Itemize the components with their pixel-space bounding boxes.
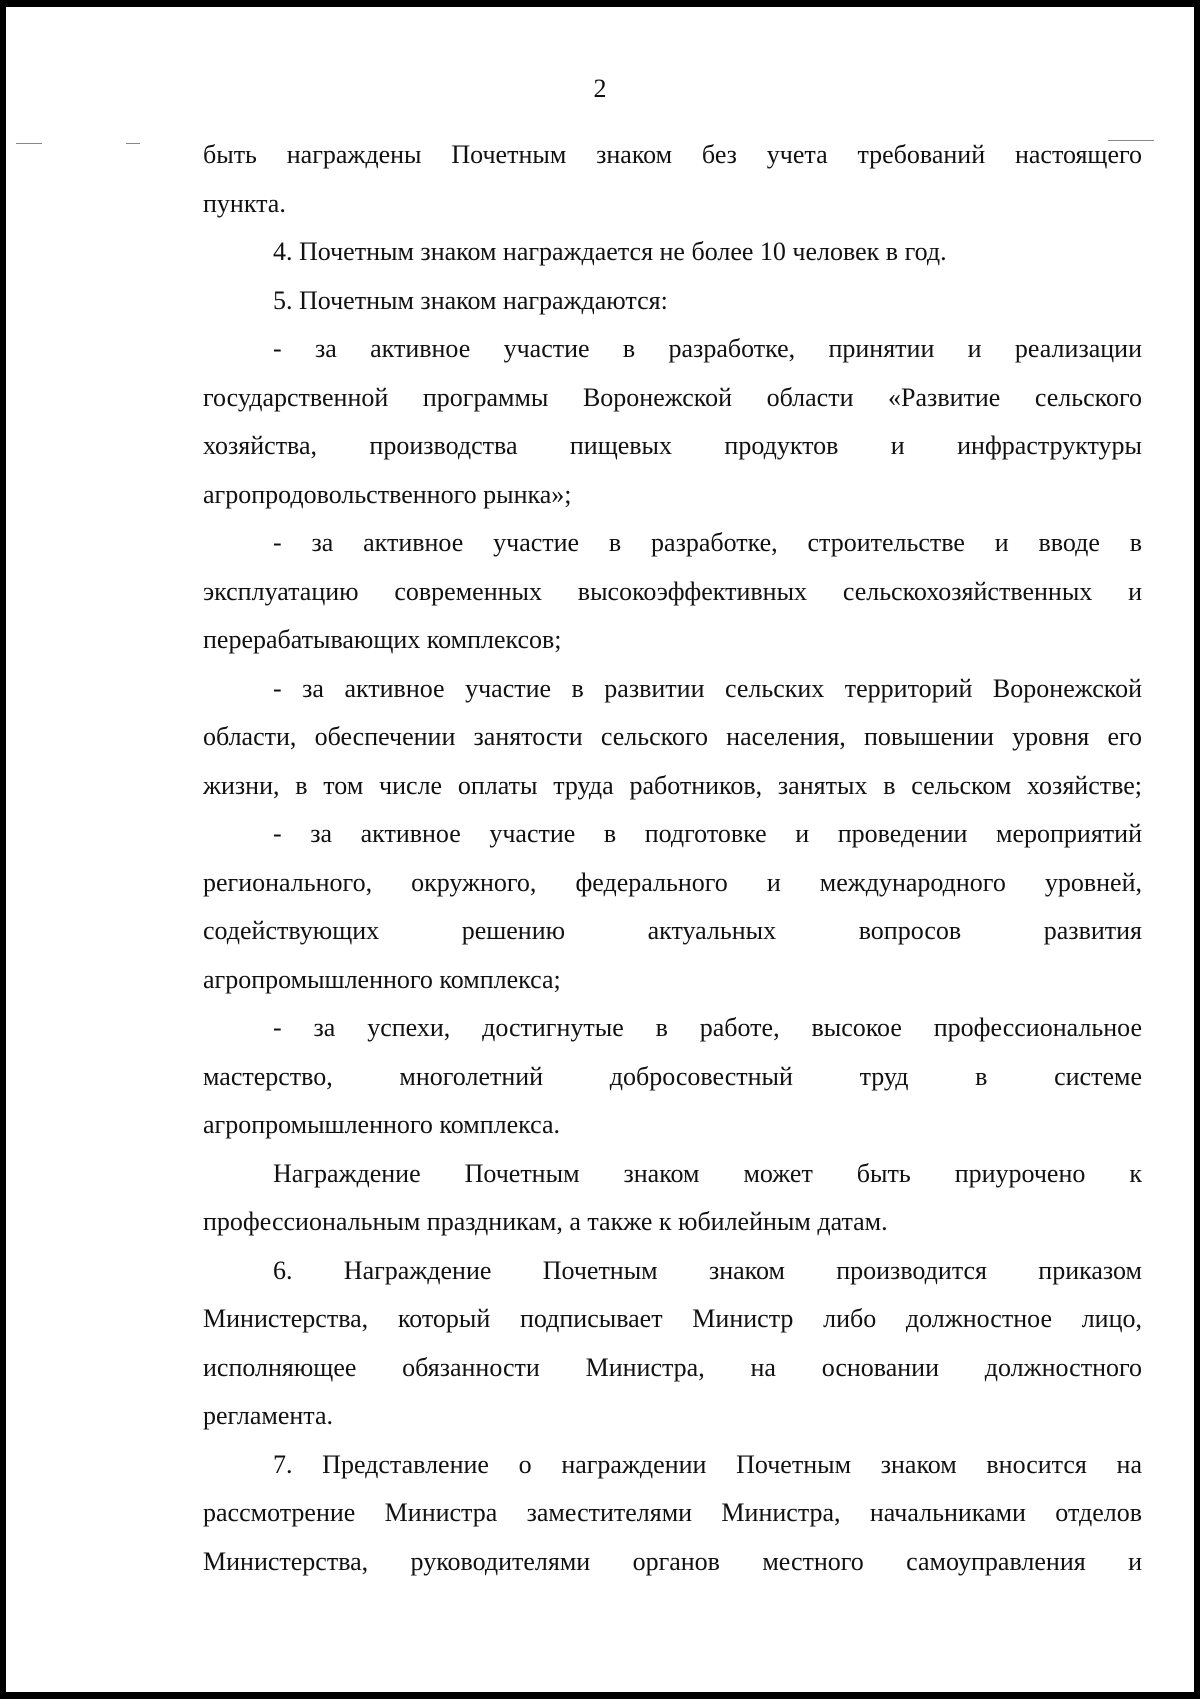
text-line: регионального, окружного, федерального и международного уровней, [203,867,1142,897]
scan-border-top [0,0,1200,7]
scan-border-left [0,0,6,1699]
text-line: рассмотрение Министра заместителями Министра, начальниками отделов [203,1498,1142,1527]
text-line: - за активное участие в разработке, принятии и реализации [273,334,1142,363]
text-line: государственной программы Воронежской области «Развитие сельского [203,382,1142,412]
text-line: исполняющее обязанности Министра, на основании должностного [203,1352,1142,1382]
text-line: - за успехи, достигнутые в работе, высокое профессиональное [273,1013,1142,1042]
text-line: регламента. [203,1401,334,1430]
text-line: эксплуатацию современных высокоэффективных сельскохозяйственных и [203,576,1142,606]
text-line: агропромышленного комплекса; [203,964,561,994]
scan-artifact-line [16,143,42,144]
text-line: - за активное участие в подготовке и проведении мероприятий [273,819,1142,848]
text-line: агропродовольственного рынка»; [203,479,572,509]
text-line: области, обеспечении занятости сельского населения, повышении уровня его [203,722,1142,751]
text-line: Министерства, который подписывает Министр либо должностное лицо, [203,1304,1142,1333]
scan-artifact-line [126,143,140,144]
scan-border-bottom [0,1692,1200,1699]
text-line: 4. Почетным знаком награждается не более 10 человек в год. [273,237,947,266]
text-line: профессиональным праздникам, а также к юбилейным датам. [203,1207,888,1236]
text-line: перерабатывающих комплексов; [203,625,562,654]
text-line: пункта. [203,188,286,218]
scan-border-right [1194,0,1200,1699]
text-line: агропромышленного комплекса. [203,1110,561,1139]
text-line: - за активное участие в развитии сельских территорий Воронежской [273,673,1142,703]
text-line: 5. Почетным знаком награждаются: [273,285,668,315]
text-line: содействующих решению актуальных вопросов развития [203,916,1142,945]
text-line: быть награждены Почетным знаком без учета требований настоящего [203,140,1142,169]
text-line: Награждение Почетным знаком может быть приурочено к [273,1158,1142,1188]
text-line: Министерства, руководителями органов местного самоуправления и [203,1546,1142,1576]
text-line: 7. Представление о награждении Почетным знаком вносится на [273,1449,1142,1479]
page-number: 2 [593,74,607,103]
document-body [203,131,1142,1586]
text-line: хозяйства, производства пищевых продуктов и инфраструктуры [203,431,1142,460]
text-line: 6. Награждение Почетным знаком производится приказом [273,1255,1142,1285]
text-line: жизни, в том числе оплаты труда работников, занятых в сельском хозяйстве; [203,770,1142,800]
text-line: мастерство, многолетний добросовестный труд в системе [203,1061,1142,1091]
text-line: - за активное участие в разработке, строительстве и вводе в [273,528,1142,557]
